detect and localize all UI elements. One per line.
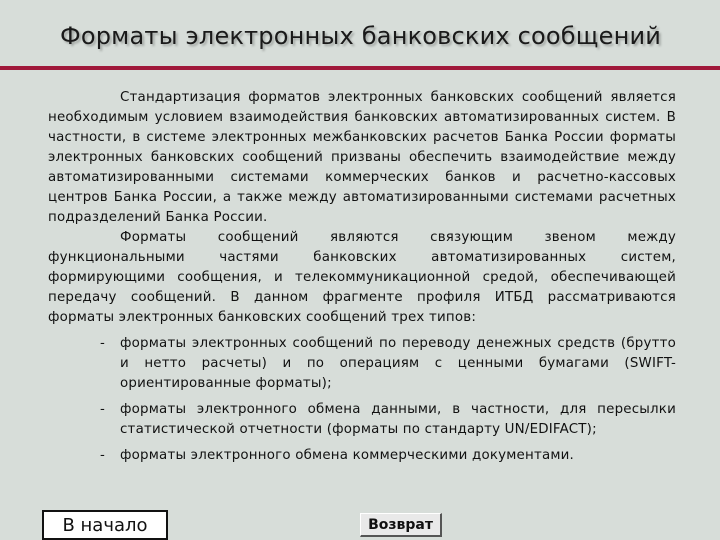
list-item [48,400,676,440]
list-item-text: форматы электронных сообщений по переводу денежных средств (брутто и нетто расчеты) и по операциям с ценными бумагами (SWIFT-ориентированные форматы); [120,336,676,391]
list-marker: - [100,448,106,463]
list-marker: - [100,336,106,351]
list-marker: - [100,402,106,417]
title-divider [0,66,720,70]
list-item [48,446,676,466]
slide-body [48,88,676,466]
paragraph: Форматы сообщений являются связующим звеном между функциональными частями банковских автоматизированных систем, формирующими сообщения, и телекоммуникационной средой, обеспечивающей передачу сообщений. В данном фрагменте профиля ИТБД рассматриваются форматы электронных банковских сообщений трех типов: [48,230,676,325]
list-item-text: форматы электронного обмена данными, в частности, для пересылки статистической отчетности (форматы по стандарту UN/EDIFACT); [120,402,676,437]
back-button[interactable]: Возврат [360,513,442,537]
start-button[interactable]: В начало [42,510,168,540]
list-item [48,334,676,394]
paragraph: Стандартизация форматов электронных банковских сообщений является необходимым условием взаимодействия банковских автоматизированных систем. В частности, в системе электронных межбанковских расчетов Банка России форматы электронных банковских сообщений призваны обеспечить взаимодействие между автоматизированными системами коммерческих банков и расчетно-кассовых центров Банка России, а также между автоматизированными системами расчетных подразделений Банка России. [48,90,676,225]
list-item-text: форматы электронного обмена коммерческими документами. [120,448,575,463]
slide-title: Форматы электронных банковских сообщений [60,22,662,50]
